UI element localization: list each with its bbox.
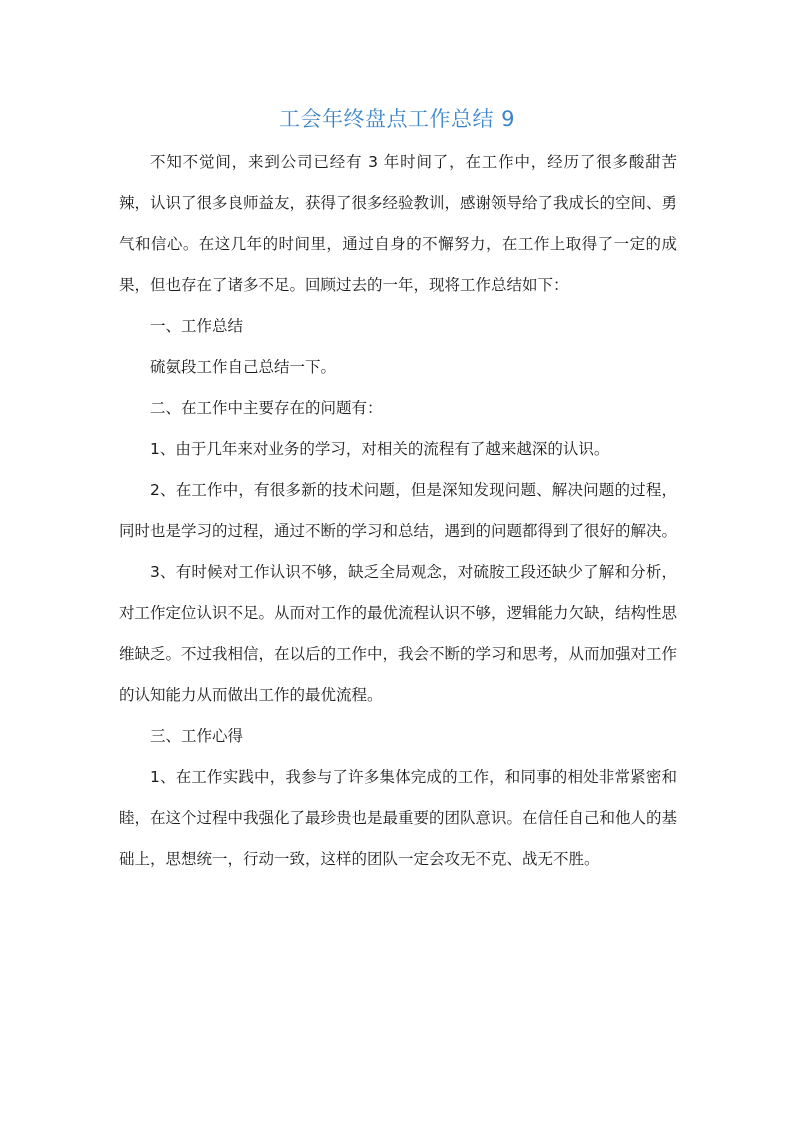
heading-work-summary: 一、工作总结 <box>150 317 244 335</box>
heading-experience: 三、工作心得 <box>150 727 244 745</box>
paragraph-problem-3: 3、有时候对工作认识不够，缺乏全局观念，对硫胺工段还缺少了解和分析，对工作定位认识不足。从而对工作的最优流程认识不够，逻辑能力欠缺，结构性思维缺乏。不过我相信，在以后的工作中，我会不断的学习和思考，从而加强对工作的认知能力从而做出工作的最优流程。 <box>119 563 678 704</box>
paragraph-problem-1: 1、由于几年来对业务的学习，对相关的流程有了越来越深的认识。 <box>150 440 610 458</box>
paragraph-summary-note: 硫氨段工作自己总结一下。 <box>150 358 337 376</box>
document-title: 工会年终盘点工作总结 9 <box>278 107 516 131</box>
document-body <box>119 142 677 880</box>
heading-problems: 二、在工作中主要存在的问题有： <box>150 399 383 417</box>
paragraph-experience-1: 1、在工作实践中，我参与了许多集体完成的工作，和同事的相处非常紧密和睦，在这个过程中我强化了最珍贵也是最重要的团队意识。在信任自己和他人的基础上，思想统一，行动一致，这样的团队一定会攻无不克、战无不胜。 <box>119 768 678 868</box>
paragraph-problem-2: 2、在工作中，有很多新的技术问题，但是深知发现问题、解决问题的过程，同时也是学习的过程，通过不断的学习和总结，遇到的问题都得到了很好的解决。 <box>119 481 678 540</box>
paragraph-intro: 不知不觉间，来到公司已经有 3 年时间了，在工作中，经历了很多酸甜苦辣，认识了很多良师益友，获得了很多经验教训，感谢领导给了我成长的空间、勇气和信心。在这几年的时间里，通过自身的不懈努力，在工作上取得了一定的成果，但也存在了诸多不足。回顾过去的一年，现将工作总结如下： <box>119 153 678 294</box>
